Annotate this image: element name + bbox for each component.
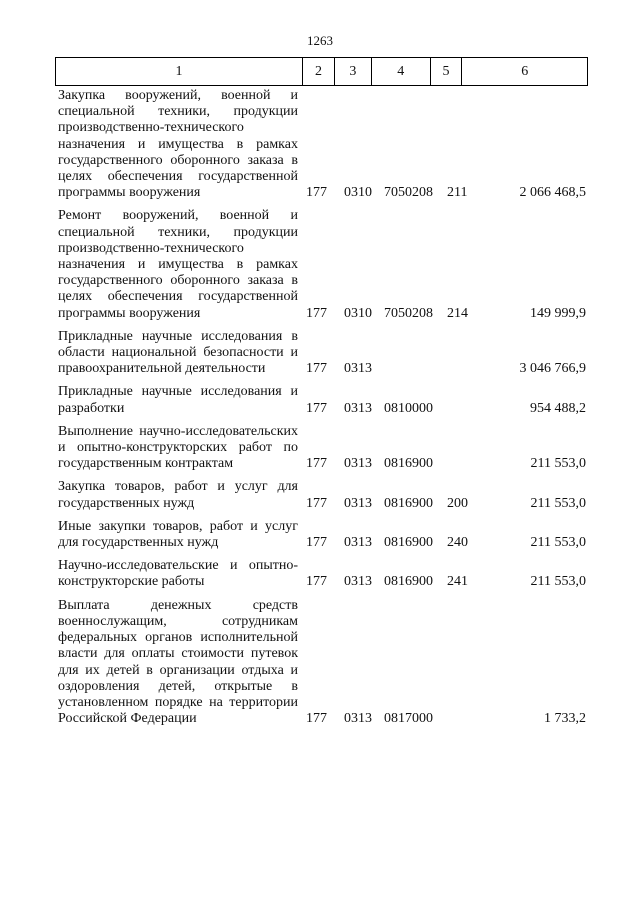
- row-description: Прикладные научные исследования в области национальной безопасности и правоохранительной деятельности: [58, 328, 298, 377]
- row-description: Выполнение научно-исследовательских и опытно-конструкторских работ по государственным контрактам: [58, 423, 298, 472]
- row-description: Прикладные научные исследования и разработки: [58, 384, 298, 416]
- table-row: [58, 519, 588, 551]
- table-row: [58, 88, 588, 201]
- row-code: 177: [306, 185, 327, 201]
- row-code: 177: [306, 305, 327, 321]
- row-section: 0313: [344, 574, 372, 590]
- row-section: 0313: [344, 495, 372, 511]
- table-row: [58, 598, 588, 728]
- row-section: 0313: [344, 535, 372, 551]
- table-row: [58, 208, 588, 321]
- row-expense-type: 211: [447, 185, 468, 201]
- row-description: Иные закупки товаров, работ и услуг для государственных нужд: [58, 518, 298, 551]
- row-target-article: 0816900: [384, 456, 433, 472]
- row-section: 0310: [344, 305, 372, 321]
- header-col-6: 6: [521, 63, 529, 79]
- table-row: [58, 329, 588, 378]
- row-expense-type: 241: [447, 574, 468, 590]
- row-sum: 211 553,0: [530, 495, 586, 511]
- table-body: [58, 88, 588, 734]
- row-description: Выплата денежных средств военнослужащим, сотрудникам федеральных органов исполнительной власти для оплаты стоимости путевок для их детей в организации отдыха и оздоровления детей, открытые в установленном порядке на территории Российской Федерации: [58, 597, 298, 727]
- row-target-article: 0816900: [384, 535, 433, 551]
- row-sum: 211 553,0: [530, 535, 586, 551]
- table-row: [58, 479, 588, 511]
- row-code: 177: [306, 535, 327, 551]
- table-row: [58, 424, 588, 473]
- row-sum: 211 553,0: [530, 574, 586, 590]
- table-header: [55, 57, 588, 86]
- row-target-article: 0810000: [384, 400, 433, 416]
- row-section: 0313: [344, 711, 372, 727]
- row-code: 177: [306, 456, 327, 472]
- row-target-article: 0816900: [384, 495, 433, 511]
- row-code: 177: [306, 711, 327, 727]
- table-row: [58, 558, 588, 590]
- row-code: 177: [306, 495, 327, 511]
- row-code: 177: [306, 400, 327, 416]
- header-col-4: 4: [372, 58, 431, 85]
- row-sum: 954 488,2: [530, 400, 586, 416]
- row-code: 177: [306, 574, 327, 590]
- row-expense-type: 214: [447, 305, 468, 321]
- row-description: Ремонт вооружений, военной и специальной техники, продукции производственно-технического назначения и имущества в рамках государственного оборонного заказа в целях обеспечения государственной программы вооружения: [58, 208, 298, 321]
- row-description: Закупка товаров, работ и услуг для государственных нужд: [58, 479, 298, 511]
- row-sum: 211 553,0: [530, 456, 586, 472]
- row-section: 0313: [344, 400, 372, 416]
- row-section: 0310: [344, 185, 372, 201]
- row-section: 0313: [344, 456, 372, 472]
- table-row: [58, 384, 588, 416]
- row-description: Закупка вооружений, военной и специальной техники, продукции производственно-технического назначения и имущества в рамках государственного оборонного заказа в целях обеспечения государственной программы вооружения: [58, 88, 298, 201]
- row-section: 0313: [344, 361, 372, 377]
- row-description: Научно-исследовательские и опытно-конструкторские работы: [58, 558, 298, 590]
- page-number: 1263: [307, 33, 333, 48]
- header-col-3: 3: [335, 58, 372, 85]
- row-sum: 3 046 766,9: [519, 361, 586, 377]
- row-code: 177: [306, 361, 327, 377]
- row-target-article: 7050208: [384, 185, 433, 201]
- row-sum: 2 066 468,5: [519, 185, 586, 201]
- row-target-article: 0816900: [384, 574, 433, 590]
- header-col-1: 1: [56, 58, 303, 85]
- row-expense-type: 240: [447, 535, 468, 551]
- row-sum: 1 733,2: [544, 711, 586, 727]
- header-col-5: 5: [431, 58, 463, 85]
- row-target-article: 7050208: [384, 305, 433, 321]
- row-target-article: 0817000: [384, 711, 433, 727]
- row-expense-type: 200: [447, 495, 468, 511]
- row-sum: 149 999,9: [530, 305, 586, 321]
- header-col-2: 2: [303, 58, 335, 85]
